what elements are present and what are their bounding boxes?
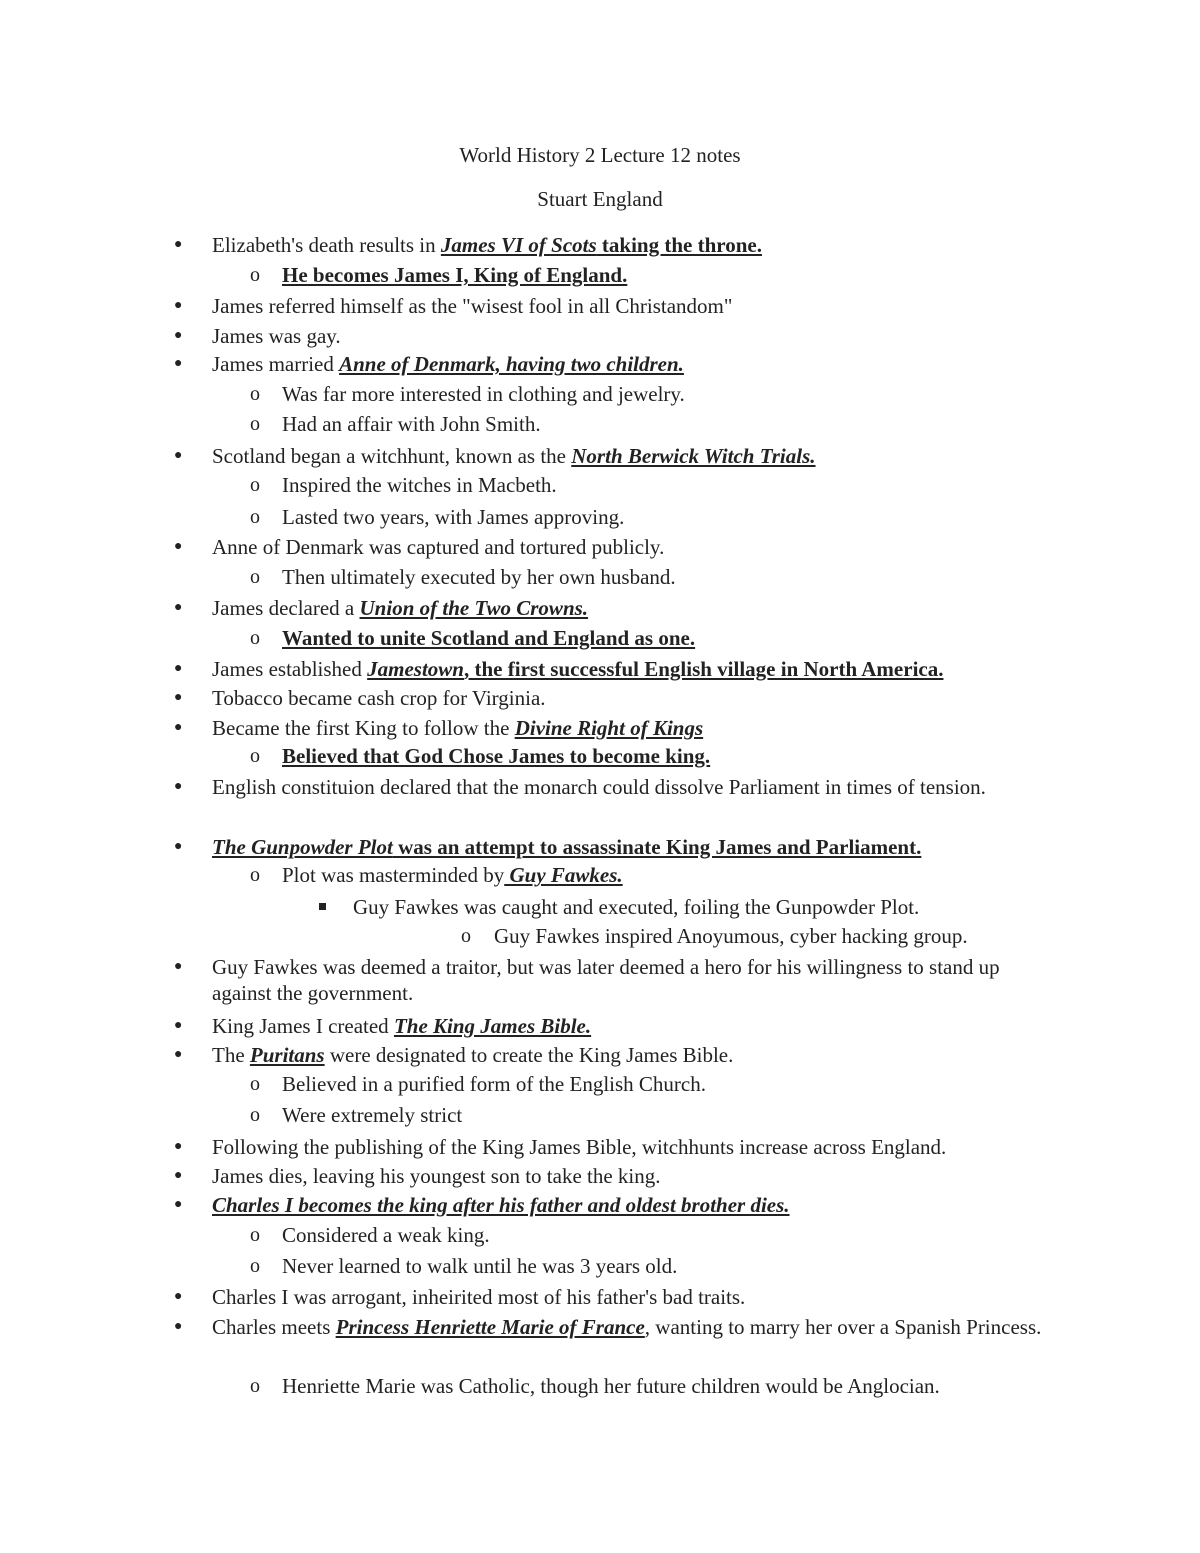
circle-bullet-icon: o: [250, 566, 260, 588]
item-text: Charles meets: [212, 1315, 336, 1339]
bullet-icon: ●: [174, 1047, 183, 1062]
item-emphasis: Divine Right of Kings: [514, 716, 704, 740]
list-item: He becomes James I, King of England.: [282, 263, 628, 287]
bullet-icon: ●: [174, 356, 183, 371]
bullet-icon: ●: [174, 959, 183, 974]
list-item: English constituion declared that the monarch could dissolve Parliament in times of tension.: [212, 775, 986, 799]
list-item: [212, 1042, 733, 1068]
list-item: Considered a weak king.: [282, 1223, 490, 1247]
item-text: James established: [212, 657, 368, 681]
item-text: , wanting to marry her over a Spanish Princess.: [644, 1315, 1042, 1339]
list-item: [212, 1314, 1062, 1340]
list-item: Henriette Marie was Catholic, though her future children would be Anglocian.: [282, 1374, 940, 1398]
item-text: James married: [212, 352, 340, 376]
bullet-icon: ●: [174, 298, 183, 313]
item-emphasis: Puritans: [249, 1043, 325, 1067]
list-item: Was far more interested in clothing and jewelry.: [282, 382, 685, 406]
circle-bullet-icon: o: [461, 925, 471, 947]
list-item: Wanted to unite Scotland and England as one.: [282, 626, 696, 650]
circle-bullet-icon: o: [250, 413, 260, 435]
list-item: [212, 351, 684, 377]
list-item: Never learned to walk until he was 3 years old.: [282, 1254, 678, 1278]
circle-bullet-icon: o: [250, 1073, 260, 1095]
list-item: [212, 656, 943, 682]
list-item: Guy Fawkes was deemed a traitor, but was later deemed a hero for his willingness to stand up against the government.: [212, 955, 1000, 1005]
bullet-icon: ●: [174, 1197, 183, 1212]
bullet-icon: ●: [174, 1289, 183, 1304]
item-emphasis: Anne of Denmark, having two children.: [339, 352, 684, 376]
circle-bullet-icon: o: [250, 1375, 260, 1397]
square-bullet-icon: [319, 903, 326, 910]
list-item: Guy Fawkes inspired Anoyumous, cyber hacking group.: [494, 924, 968, 948]
bullet-icon: ●: [174, 539, 183, 554]
item-text: The: [212, 1043, 250, 1067]
bullet-icon: ●: [174, 1319, 183, 1334]
list-item: Believed that God Chose James to become king.: [282, 744, 711, 768]
item-emphasis: , the first successful English village in North America.: [464, 657, 944, 681]
circle-bullet-icon: o: [250, 627, 260, 649]
list-item: Tobacco became cash crop for Virginia.: [212, 686, 546, 710]
circle-bullet-icon: o: [250, 1224, 260, 1246]
list-item: Inspired the witches in Macbeth.: [282, 473, 557, 497]
item-text: King James I created: [212, 1014, 394, 1038]
bullet-icon: ●: [174, 779, 183, 794]
bullet-icon: ●: [174, 1018, 183, 1033]
item-emphasis: The King James Bible.: [393, 1014, 592, 1038]
list-item: Charles I becomes the king after his father and oldest brother dies.: [212, 1193, 790, 1217]
list-item: Guy Fawkes was caught and executed, foiling the Gunpowder Plot.: [353, 895, 920, 919]
list-item: James was gay.: [212, 324, 341, 348]
bullet-icon: ●: [174, 1139, 183, 1154]
circle-bullet-icon: o: [250, 264, 260, 286]
item-emphasis: Guy Fawkes.: [504, 863, 623, 887]
list-item: James referred himself as the "wisest fool in all Christandom": [212, 294, 733, 318]
circle-bullet-icon: o: [250, 864, 260, 886]
list-item: Believed in a purified form of the English Church.: [282, 1072, 706, 1096]
bullet-icon: ●: [174, 720, 183, 735]
list-item: Lasted two years, with James approving.: [282, 505, 625, 529]
circle-bullet-icon: o: [250, 383, 260, 405]
list-item: James dies, leaving his youngest son to take the king.: [212, 1164, 661, 1188]
circle-bullet-icon: o: [250, 474, 260, 496]
item-text: Plot was masterminded by: [282, 863, 505, 887]
bullet-icon: ●: [174, 690, 183, 705]
document-title: World History 2 Lecture 12 notes: [459, 143, 741, 167]
list-item: Had an affair with John Smith.: [282, 412, 541, 436]
list-item: [212, 443, 816, 469]
item-emphasis: Princess Henriette Marie of France: [335, 1315, 645, 1339]
list-item: [212, 595, 588, 621]
list-item: Then ultimately executed by her own husband.: [282, 565, 676, 589]
item-text: Scotland began a witchhunt, known as the: [212, 444, 572, 468]
list-item: [212, 232, 762, 258]
bullet-icon: ●: [174, 448, 183, 463]
list-item: Charles I was arrogant, inheirited most of his father's bad traits.: [212, 1285, 746, 1309]
item-emphasis: was an attempt to assassinate King James and Parliament.: [392, 835, 922, 859]
list-item: Were extremely strict: [282, 1103, 463, 1127]
item-text: were designated to create the King James Bible.: [324, 1043, 734, 1067]
list-item: Following the publishing of the King James Bible, witchhunts increase across England.: [212, 1135, 947, 1159]
list-item: [212, 1013, 591, 1039]
bullet-icon: ●: [174, 1168, 183, 1183]
item-emphasis: taking the throne.: [596, 233, 762, 257]
circle-bullet-icon: o: [250, 506, 260, 528]
item-emphasis: The Gunpowder Plot: [212, 835, 393, 859]
circle-bullet-icon: o: [250, 1255, 260, 1277]
bullet-icon: ●: [174, 600, 183, 615]
list-item: Anne of Denmark was captured and tortured publicly.: [212, 535, 665, 559]
list-item: [212, 715, 703, 741]
item-emphasis: James VI of Scots: [440, 233, 597, 257]
document-subtitle: Stuart England: [537, 187, 663, 211]
bullet-icon: ●: [174, 328, 183, 343]
item-text: Became the first King to follow the: [212, 716, 515, 740]
bullet-icon: ●: [174, 237, 183, 252]
bullet-icon: ●: [174, 839, 183, 854]
list-item: [212, 834, 921, 860]
item-text: Elizabeth's death results in: [212, 233, 441, 257]
item-text: James declared a: [212, 596, 360, 620]
circle-bullet-icon: o: [250, 1104, 260, 1126]
item-emphasis: Union of the Two Crowns.: [359, 596, 589, 620]
item-emphasis: North Berwick Witch Trials.: [571, 444, 816, 468]
item-emphasis: Jamestown: [367, 657, 464, 681]
list-item: [282, 862, 623, 888]
circle-bullet-icon: o: [250, 745, 260, 767]
bullet-icon: ●: [174, 661, 183, 676]
